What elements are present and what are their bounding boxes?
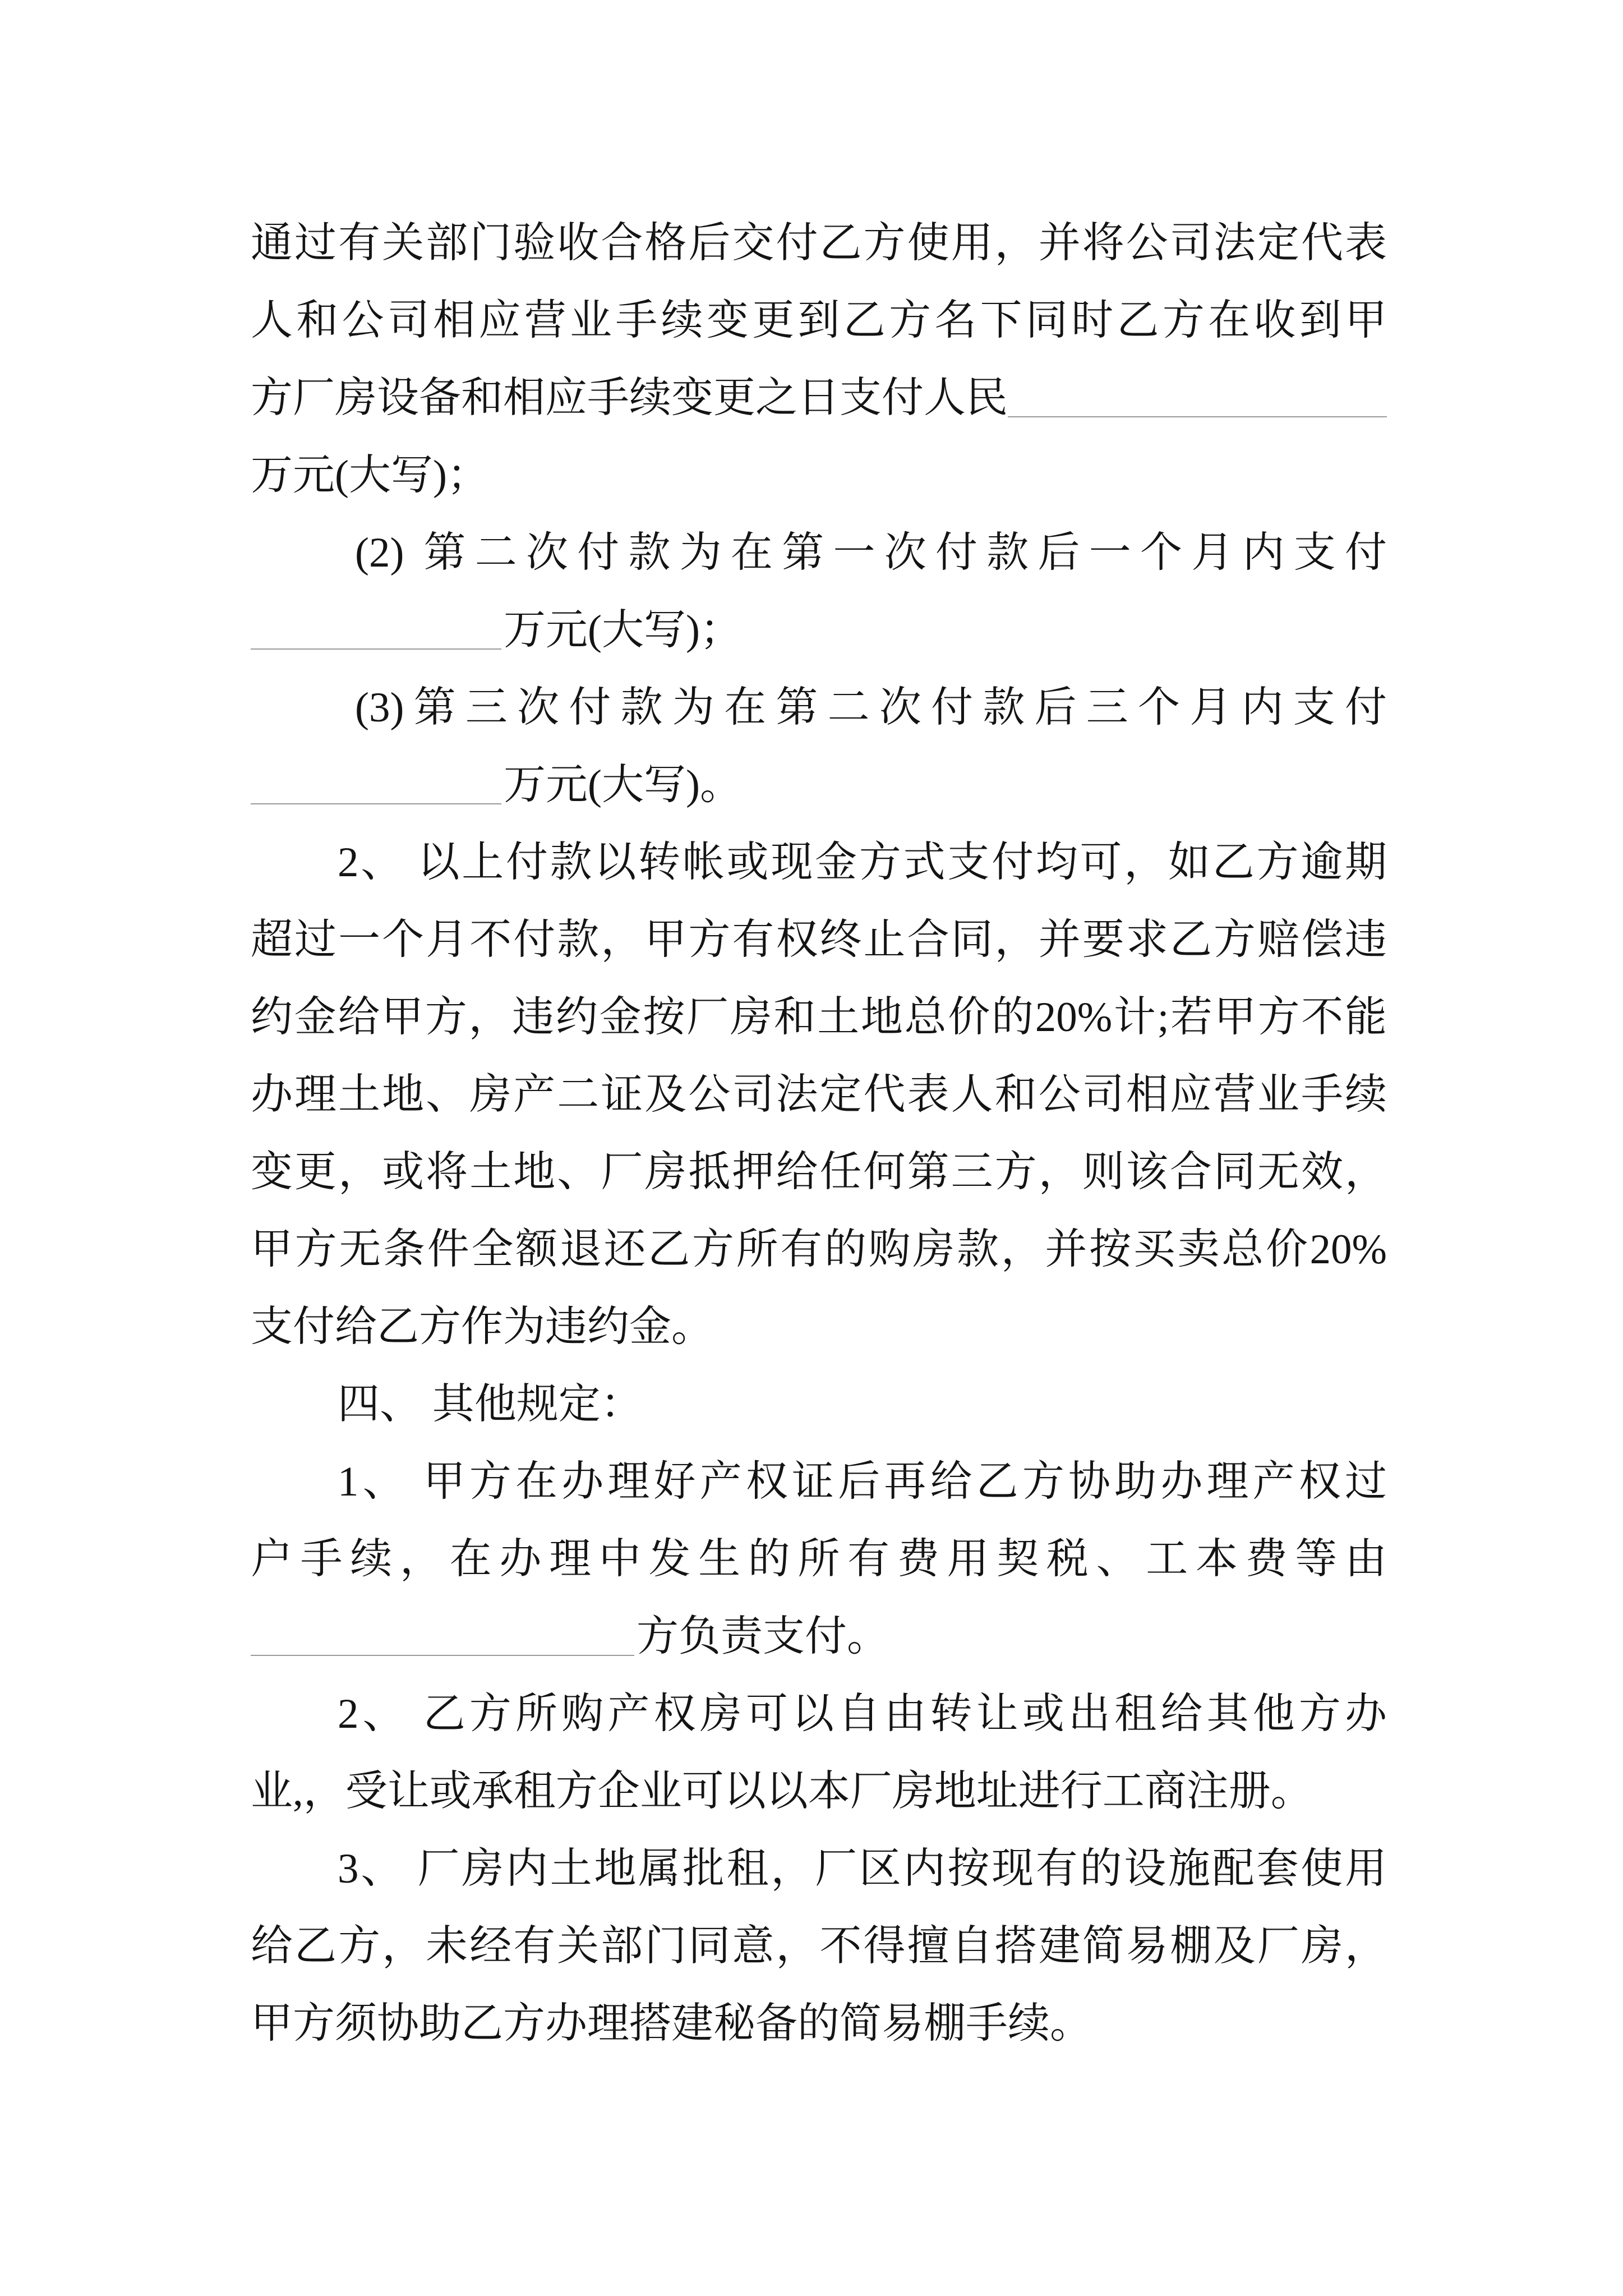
text-line: 业,，受让或承租方企业可以以本厂房地址进行工商注册。: [251, 1768, 1313, 1815]
text-line-content: 方厂房设备和相应手续变更之日支付人民: [251, 375, 1008, 421]
text-line: [251, 360, 1387, 437]
fill-in-blank: [251, 1655, 634, 1656]
text-line: (3)第三次付款为在第二次付款后三个月内支付: [355, 684, 1387, 731]
text-line: [251, 1598, 1387, 1676]
text-line-content: 万元(大写)。: [504, 762, 742, 808]
text-line: 办理土地、房产二证及公司法定代表人和公司相应营业手续: [251, 1071, 1387, 1118]
text-line: 2、 以上付款以转帐或现金方式支付均可，如乙方逾期: [338, 839, 1387, 886]
text-line: 1、 甲方在办理好产权证后再给乙方协助办理产权过: [338, 1458, 1387, 1505]
text-line: 3、 厂房内土地属批租，厂区内按现有的设施配套使用: [338, 1846, 1387, 1892]
text-line: 通过有关部门验收合格后交付乙方使用，并将公司法定代表: [251, 220, 1387, 266]
text-line: 人和公司相应营业手续变更到乙方名下同时乙方在收到甲: [251, 297, 1387, 344]
text-line: 甲方须协助乙方办理搭建秘备的简易棚手续。: [251, 2000, 1092, 2047]
document-body: [251, 205, 1387, 2063]
text-line: [251, 747, 1387, 824]
text-line: 超过一个月不付款，甲方有权终止合同，并要求乙方赔偿违: [251, 917, 1387, 963]
fill-in-blank: [1008, 416, 1387, 417]
text-line: 万元(大写)；: [251, 452, 489, 499]
text-line: 户手续，在办理中发生的所有费用契税、工本费等由: [251, 1536, 1387, 1582]
text-line: 约金给甲方，违约金按厂房和土地总价的20%计;若甲方不能: [251, 994, 1387, 1041]
text-line: [251, 592, 1387, 669]
text-line: 变更，或将土地、厂房抵押给任何第三方，则该合同无效，: [251, 1149, 1387, 1195]
fill-in-blank: [251, 648, 501, 650]
text-line: 给乙方，未经有关部门同意，不得擅自搭建简易棚及厂房，: [251, 1923, 1387, 1970]
section-heading: 四、 其他规定：: [338, 1381, 643, 1428]
text-line-content: 方负责支付。: [637, 1613, 889, 1660]
text-line: 甲方无条件全额退还乙方所有的购房款，并按买卖总价20%: [251, 1226, 1387, 1273]
text-line-content: 万元(大写)；: [504, 607, 742, 654]
text-line: 支付给乙方作为违约金。: [251, 1304, 714, 1350]
text-line: (2) 第二次付款为在第一次付款后一个月内支付: [355, 530, 1387, 576]
text-line: 2、 乙方所购产权房可以自由转让或出租给其他方办: [338, 1691, 1387, 1737]
fill-in-blank: [251, 803, 501, 804]
